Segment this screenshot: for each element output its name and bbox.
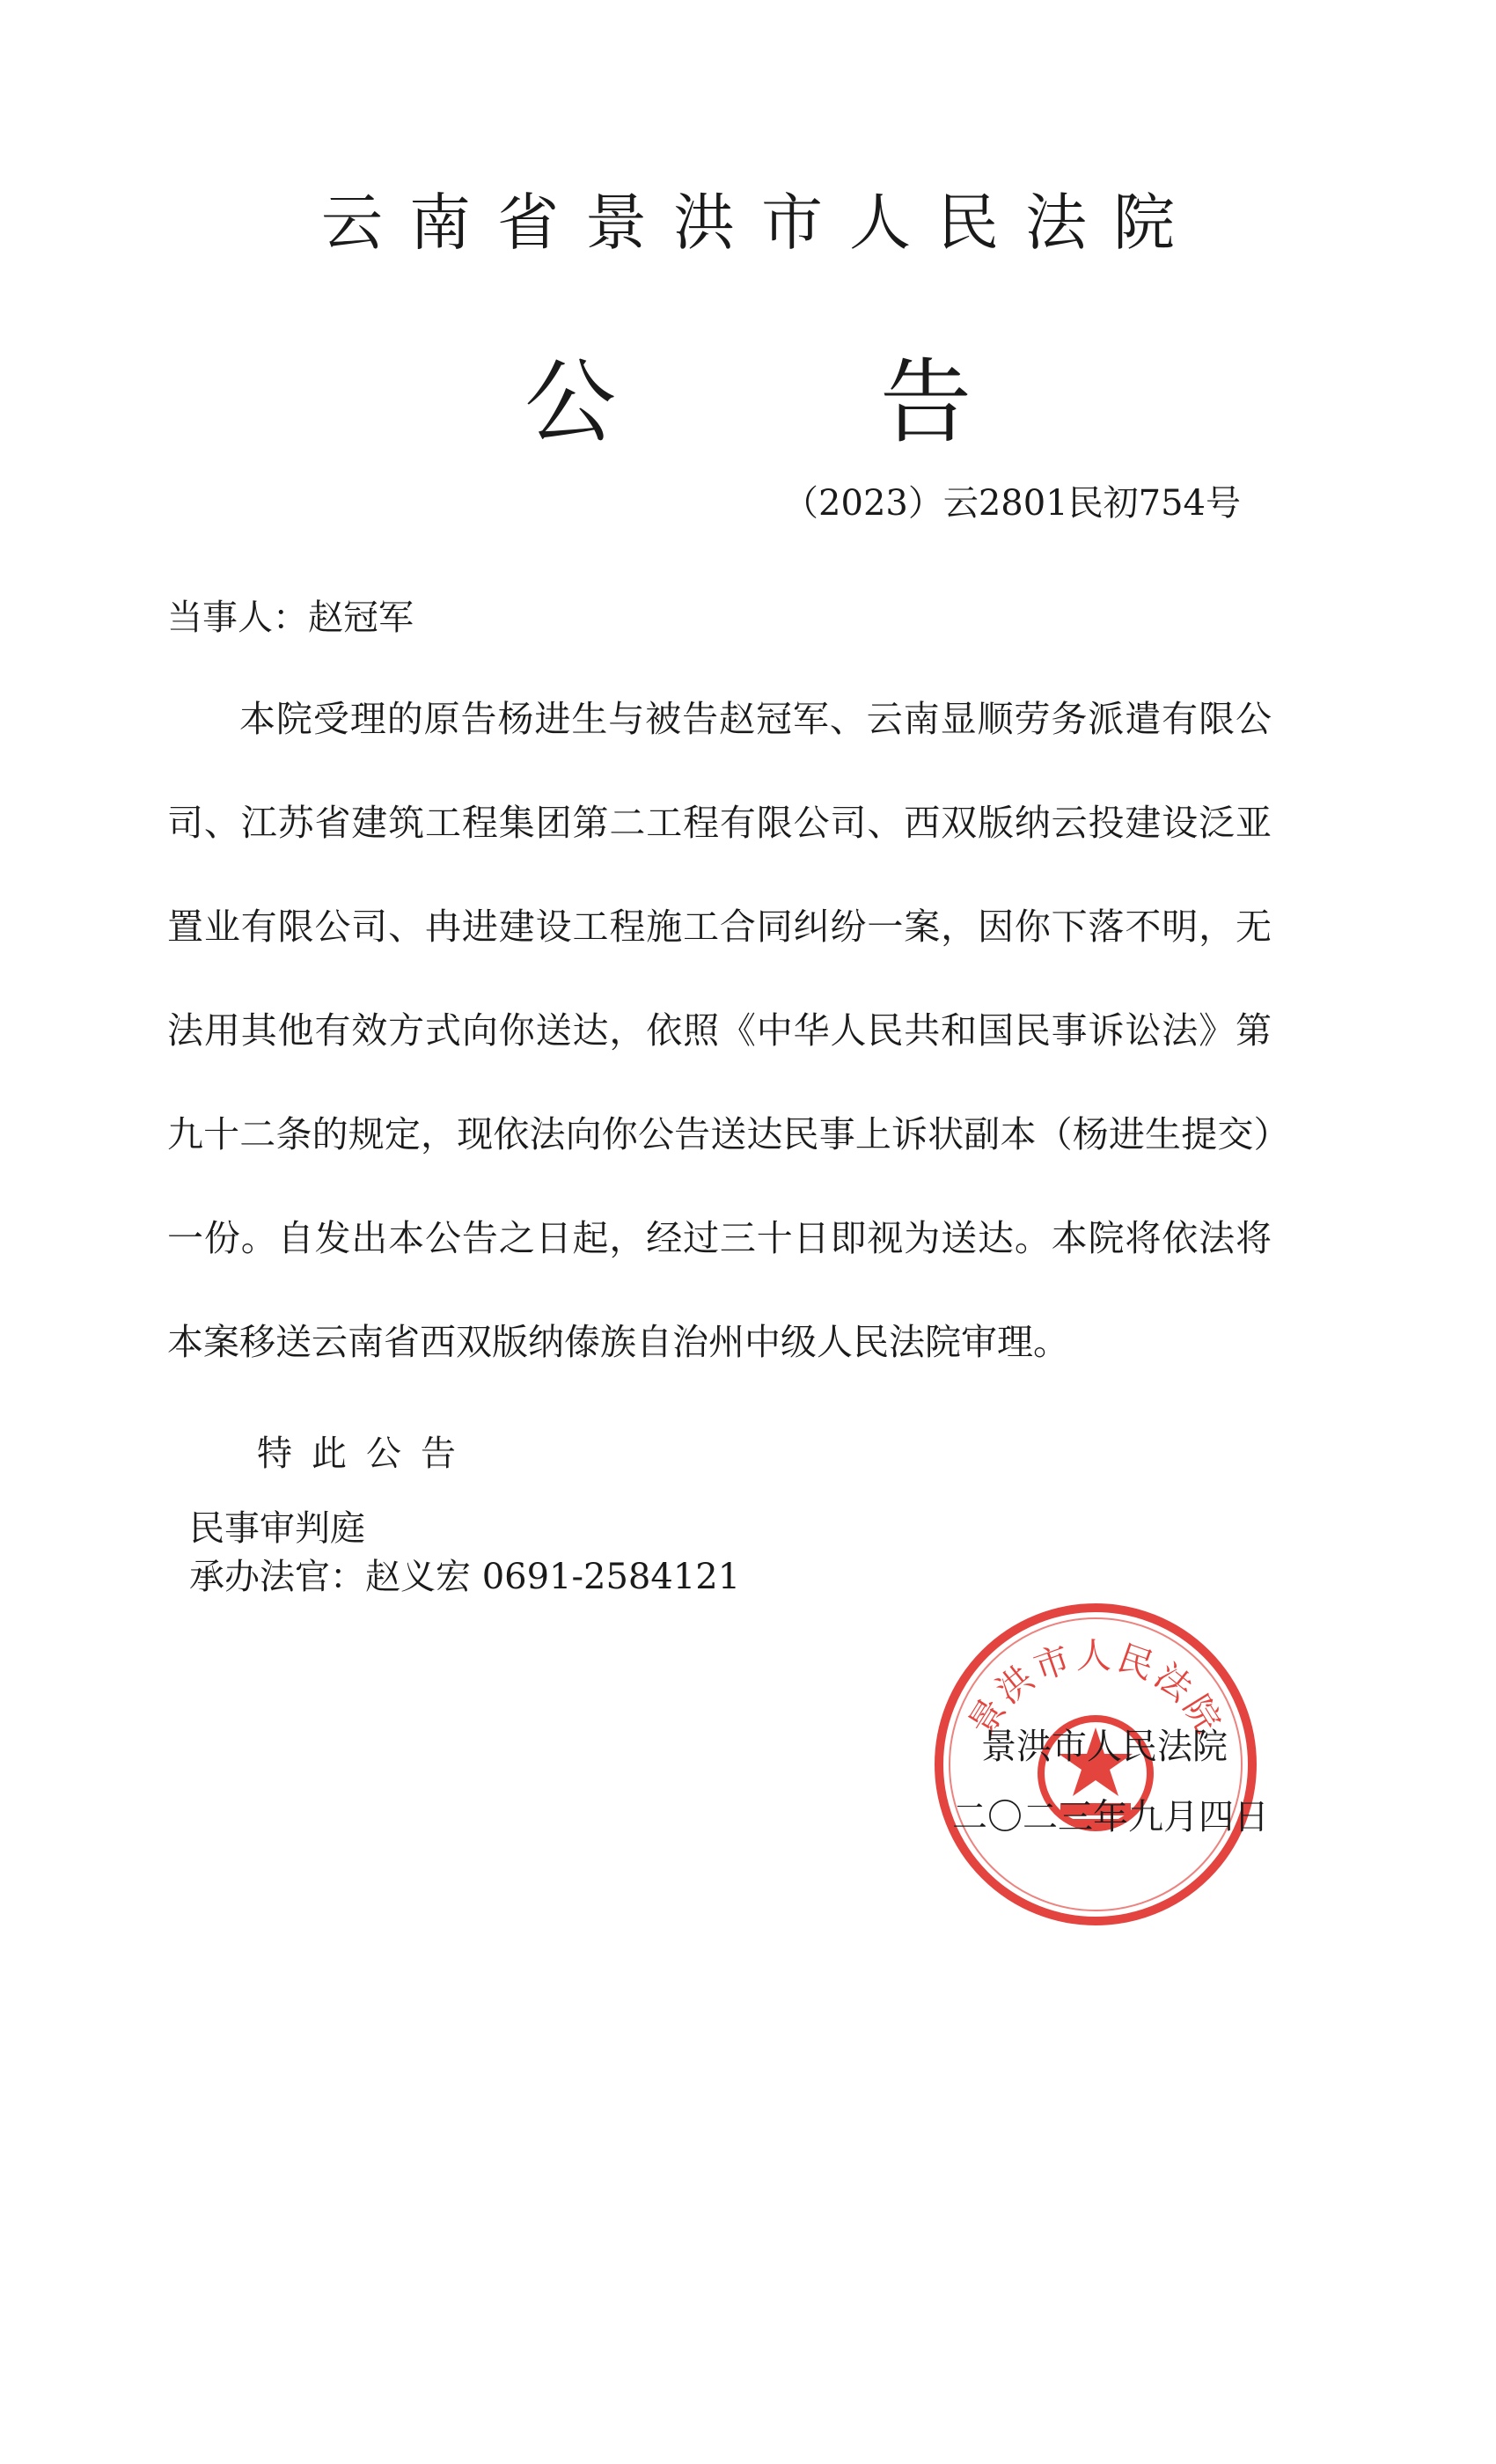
signature-date: 二〇二三年九月四日 bbox=[952, 1797, 1269, 1837]
seal-text: 景洪市人民法院 bbox=[961, 1636, 1230, 1743]
department: 民事审判庭 bbox=[189, 1508, 365, 1549]
notice-body: 本院受理的原告杨进生与被告赵冠军、云南显顺劳务派遣有限公司、江苏省建筑工程集团第二工程有限公司、西双版纳云投建设泛亚置业有限公司、冉进建设工程施工合同纠纷一案，因你下落不明，无法用其他有效方式向你送达，依照《中华人民共和国民事诉讼法》第九十二条的规定，现依法向你公告送达民事上诉状副本（杨进生提交）一份。自发出本公告之日起，经过三十日即视为送达。本院将依法将本案移送云南省西双版纳傣族自治州中级人民法院审理。 bbox=[167, 698, 1272, 1363]
closing-phrase: 特此公告 bbox=[257, 1434, 475, 1474]
document-title: 公告 bbox=[524, 348, 1236, 456]
officer-contact: 承办法官：赵义宏 0691-2584121 bbox=[189, 1557, 741, 1597]
court-name: 云南省景洪市人民法院 bbox=[321, 187, 1201, 259]
case-number: （2023）云2801民初754号 bbox=[783, 483, 1241, 524]
signature-court: 景洪市人民法院 bbox=[981, 1727, 1228, 1767]
party-line: 当事人：赵冠军 bbox=[167, 598, 414, 638]
